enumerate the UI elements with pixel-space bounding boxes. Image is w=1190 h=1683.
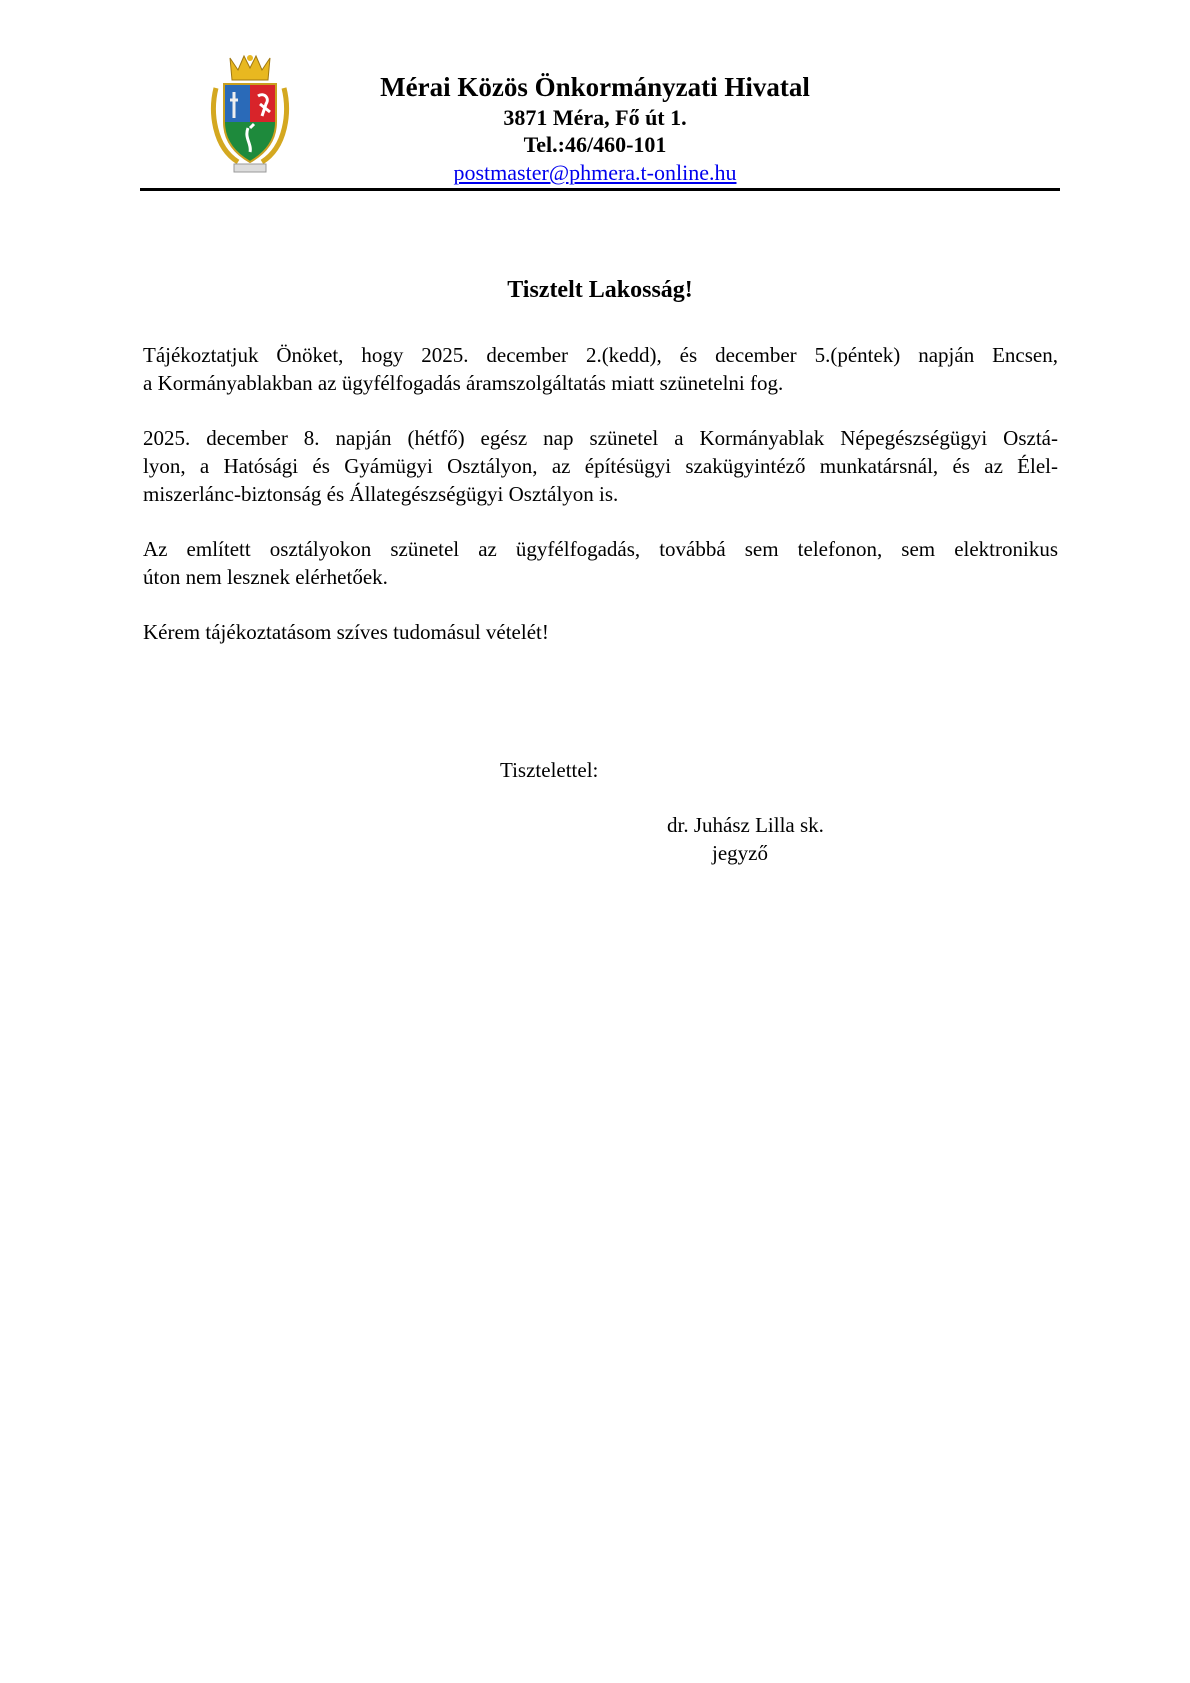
paragraph-line: lyon, a Hatósági és Gyámügyi Osztályon, az építésügyi szakügyintéző munkatársnál, és az Élel- [143, 454, 1058, 478]
paragraph-line: miszerlánc-biztonság és Állategészségügyi Osztályon is. [143, 482, 619, 506]
paragraph-line: a Kormányablakban az ügyfélfogadás áramszolgáltatás miatt szünetelni fog. [143, 371, 784, 395]
paragraph-line: úton nem lesznek elérhetőek. [143, 565, 388, 589]
signer-name: dr. Juhász Lilla sk. [667, 813, 824, 837]
greeting-heading: Tisztelt Lakosság! [507, 277, 693, 303]
paragraph-4 [143, 618, 1058, 646]
paragraph-line: 2025. december 8. napján (hétfő) egész nap szünetel a Kormányablak Népegészségügyi Osztá- [143, 426, 1058, 450]
header-divider [140, 188, 1060, 191]
paragraph-line: Az említett osztályokon szünetel az ügyfélfogadás, továbbá sem telefonon, sem elektronikus [143, 537, 1058, 561]
coat-of-arms-logo [208, 52, 292, 176]
paragraph-line: Kérem tájékoztatásom szíves tudomásul vételét! [143, 620, 549, 644]
paragraph-1 [143, 341, 1058, 397]
closing: Tisztelettel: [500, 758, 599, 782]
signer-role: jegyző [712, 841, 768, 865]
paragraph-2 [143, 424, 1058, 508]
organization-phone: Tel.:46/460-101 [523, 132, 667, 157]
paragraph-line: Tájékoztatjuk Önöket, hogy 2025. december 2.(kedd), és december 5.(péntek) napján Encsen, [143, 343, 1058, 367]
paragraph-3 [143, 535, 1058, 591]
organization-address: 3871 Méra, Fő út 1. [503, 105, 687, 130]
organization-name: Mérai Közös Önkormányzati Hivatal [380, 72, 810, 102]
email-link[interactable]: postmaster@phmera.t-online.hu [453, 160, 737, 185]
